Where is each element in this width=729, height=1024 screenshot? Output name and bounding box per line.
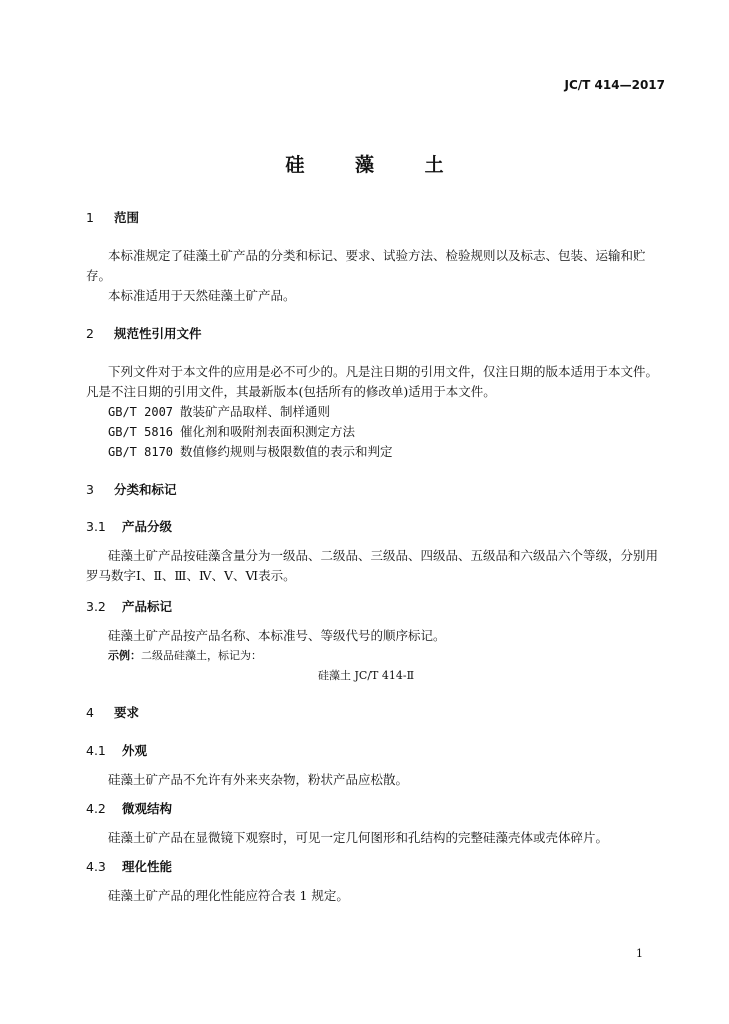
- product-marking: 硅藻土 JC/T 414-Ⅱ: [318, 669, 415, 682]
- paragraph: 下列文件对于本文件的应用是必不可少的。凡是注日期的引用文件，仅注日期的版本适用于本文件。凡是不注日期的引用文件，其最新版本(包括所有的修改单)适用于本文件。: [86, 364, 659, 399]
- reference-code: GB/T 5816: [108, 425, 174, 439]
- section-3-1-heading: [86, 517, 172, 535]
- section-title: 分类和标记: [114, 482, 177, 497]
- section-number: 1: [86, 210, 94, 225]
- section-number: 4.1: [86, 743, 106, 758]
- section-number: 4.3: [86, 859, 106, 874]
- section-4-3-heading: [86, 857, 172, 875]
- reference-code: GB/T 2007: [108, 405, 174, 419]
- page-number: 1: [636, 947, 643, 960]
- section-4-1-heading: [86, 741, 147, 759]
- section-title: 规范性引用文件: [114, 326, 202, 341]
- section-title: 理化性能: [122, 859, 173, 874]
- paragraph: 硅藻土矿产品在显微镜下观察时，可见一定几何图形和孔结构的完整硅藻壳体或壳体碎片。: [108, 830, 609, 845]
- section-number: 4: [86, 705, 94, 720]
- reference-item: [108, 442, 393, 460]
- reference-code: GB/T 8170: [108, 445, 174, 459]
- reference-title: 数值修约规则与极限数值的表示和判定: [180, 444, 393, 459]
- reference-title: 散装矿产品取样、制样通则: [180, 404, 331, 419]
- paragraph: 硅藻土矿产品不允许有外来夹杂物，粉状产品应松散。: [108, 772, 409, 787]
- section-title: 微观结构: [122, 801, 173, 816]
- section-3-heading: [86, 480, 177, 498]
- section-number: 4.2: [86, 801, 106, 816]
- paragraph: 硅藻土矿产品按硅藻含量分为一级品、二级品、三级品、四级品、五级品和六级品六个等级，分别用罗马数字Ⅰ、Ⅱ、Ⅲ、Ⅳ、Ⅴ、Ⅵ表示。: [86, 548, 659, 583]
- section-title: 范围: [114, 210, 140, 225]
- section-number: 3: [86, 482, 94, 497]
- paragraph: 本标准适用于天然硅藻土矿产品。: [108, 288, 296, 303]
- paragraph: 硅藻土矿产品按产品名称、本标准号、等级代号的顺序标记。: [108, 628, 446, 643]
- section-number: 2: [86, 326, 94, 341]
- reference-title: 催化剂和吸附剂表面积测定方法: [180, 424, 356, 439]
- example-text: 二级品硅藻土，标记为：: [141, 649, 262, 662]
- section-4-heading: [86, 703, 139, 721]
- paragraph: 硅藻土矿产品的理化性能应符合表 1 规定。: [108, 888, 349, 903]
- reference-item: [108, 422, 355, 440]
- section-title: 产品标记: [122, 599, 173, 614]
- section-1-heading: [86, 208, 139, 226]
- section-number: 3.1: [86, 519, 106, 534]
- section-title: 外观: [122, 743, 148, 758]
- section-title: 要求: [114, 705, 140, 720]
- paragraph: 本标准规定了硅藻土矿产品的分类和标记、要求、试验方法、检验规则以及标志、包装、运输和贮存。: [86, 248, 646, 283]
- section-4-2-heading: [86, 799, 172, 817]
- reference-item: [108, 402, 330, 420]
- section-number: 3.2: [86, 599, 106, 614]
- section-title: 产品分级: [122, 519, 173, 534]
- example-label: 示例：: [108, 649, 141, 662]
- section-3-2-heading: [86, 597, 172, 615]
- example-line: [108, 647, 262, 663]
- section-2-heading: [86, 324, 202, 342]
- document-title: 硅 藻 土: [285, 154, 466, 176]
- document-code: JC/T 414—2017: [564, 78, 665, 92]
